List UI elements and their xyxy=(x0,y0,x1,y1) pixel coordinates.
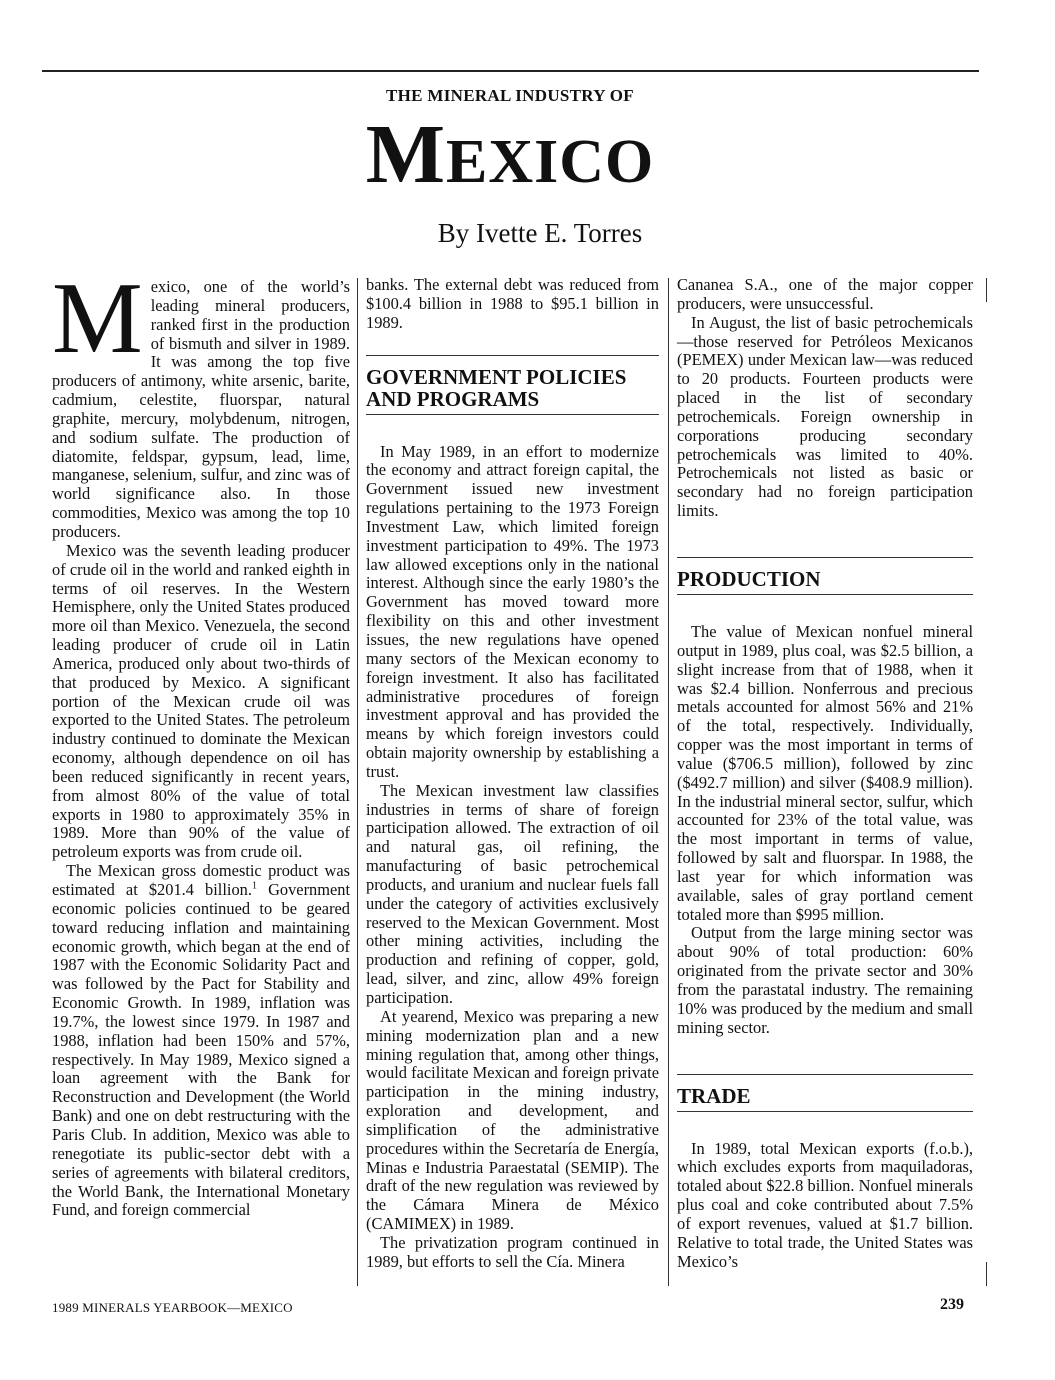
paragraph xyxy=(52,862,350,1220)
paragraph: At yearend, Mexico was preparing a new mining modernization plan and a new mining regulation that, among other things, would facilitate Mexican and foreign private participation in the mining industry, exploration and development, and simplification of the administrative procedures within the Secretaría de Energía, Minas e Industria Paraestatal (SEMIP). The draft of the new regulation was reviewed by the Cámara Minera de México (CAMIMEX) in 1989. xyxy=(366,1006,659,1234)
top-rule xyxy=(42,70,979,72)
paragraph-text: Government economic policies continued to be geared toward reducing inflation and maintaining economic growth, which began at the end of 1987 with the Economic Solidarity Pact and was followed by the Pact for Stability and Economic Growth. In 1989, inflation was 19.7%, the lowest since 1979. In 1987 and 1988, inflation had been 150% and 57%, respectively. In May 1989, Mexico signed a loan agreement with the Bank for Reconstruction and Development (the World Bank) and one on debt restructuring with the Paris Club. In addition, Mexico was able to renegotiate its public-sector debt with a series of agreements with bilateral creditors, the World Bank, the International Monetary Fund, and foreign commercial xyxy=(52,880,350,1220)
page-number: 239 xyxy=(940,1296,964,1313)
footer-running-title: 1989 MINERALS YEARBOOK—MEXICO xyxy=(52,1300,293,1315)
column-edge-rule-bottom xyxy=(986,1262,987,1286)
paragraph: Mexico was the seventh leading producer of crude oil in the world and ranked eighth in terms of oil reserves. In the Western Hemisphere, only the United States produced more oil than Mexico. Venezuela, the second leading producer of crude oil in Latin America, produced only about two-thirds of that produced by Mexico. A significant portion of the Mexican crude oil was exported to the United States. The petroleum industry continued to dominate the Mexican economy, although dependence on oil has been reduced significantly in recent years, from almost 80% of the value of total exports in 1980 to approximately 35% in 1989. More than 90% of the value of petroleum exports was from crude oil. xyxy=(52,540,350,862)
text-column-2 xyxy=(366,276,659,1272)
paragraph-text: The Mexican gross domestic product was estimated at $201.4 billion. xyxy=(52,861,350,899)
paragraph: In August, the list of basic petrochemicals—those reserved for Petróleos Mexicanos (PEMEX) under Mexican law—was reduced to 20 products. Fourteen products were placed in the list of secondary petrochemicals. Foreign ownership in corporations producing secondary petrochemicals was limited to 40%. Petrochemicals not listed as basic or secondary had no foreign participation limits. xyxy=(677,312,973,521)
paragraph: In 1989, total Mexican exports (f.o.b.), which excludes exports from maquiladoras, totaled about $22.8 billion. Nonfuel minerals plus coal and coke contributed about 7.5% of export revenues, valued at $1.7 billion. Relative to total trade, the United States was Mexico’s xyxy=(677,1138,973,1271)
title-kicker: THE MINERAL INDUSTRY OF xyxy=(386,86,634,105)
drop-cap: M xyxy=(52,262,143,375)
paragraph: Output from the large mining sector was about 90% of total production: 60% originated from the private sector and 30% from the parastatal industry. The remaining 10% was produced by the medium and small mining sector. xyxy=(677,923,973,1037)
section-heading-government: GOVERNMENT POLICIES AND PROGRAMS xyxy=(366,355,659,415)
title-initial: M xyxy=(365,108,447,201)
paragraph: banks. The external debt was reduced from $100.4 billion in 1988 to $95.1 billion in 1989. xyxy=(366,275,659,332)
section-heading-trade: TRADE xyxy=(677,1074,973,1112)
paragraph xyxy=(52,262,350,542)
paragraph: In May 1989, in an effort to modernize the economy and attract foreign capital, the Government issued new investment regulations pertaining to the 1973 Foreign Investment Law, which limited foreign investment participation to 49%. The 1973 law allowed exceptions only in the national interest. Although since the early 1980’s the Government has moved toward more flexibility on this and other investment issues, the new regulations have opened many sectors of the Mexican economy to foreign investment. It also has facilitated administrative procedures of foreign investment approval and has provided the means by which foreign investors could obtain majority ownership by establishing a trust. xyxy=(366,441,659,781)
text-column-3 xyxy=(677,276,973,1271)
paragraph: Cananea S.A., one of the major copper producers, were unsuccessful. xyxy=(677,275,973,313)
paragraph: The privatization program continued in 1989, but efforts to sell the Cía. Minera xyxy=(366,1232,659,1271)
text-column-1 xyxy=(52,262,350,1220)
column-divider-2 xyxy=(668,278,669,1286)
page-title xyxy=(300,110,720,207)
author-byline: By Ivette E. Torres xyxy=(437,218,643,248)
section-heading-production: PRODUCTION xyxy=(677,557,973,595)
footnote-marker: 1 xyxy=(251,880,257,892)
paragraph: The value of Mexican nonfuel mineral output in 1989, plus coal, was $2.5 billion, a slight increase from that of 1988, when it was $2.4 billion. Nonferrous and precious metals accounted for almost 56% and 21% of the total, respectively. Individually, copper was the most important in terms of value ($706.5 million), followed by zinc ($492.7 million) and silver ($408.9 million). In the industrial mineral sector, sulfur, which accounted for 23% of the total value, was the most important in terms of value, followed by salt and fluorspar. In 1988, the last year for which information was available, sales of gray portland cement totaled more than $995 million. xyxy=(677,621,973,924)
column-divider-1 xyxy=(357,278,358,1286)
column-edge-rule-top xyxy=(986,278,987,302)
paragraph: The Mexican investment law classifies industries in terms of share of foreign participation allowed. The extraction of oil and natural gas, oil refining, the manufacturing of basic petrochemical products, and uranium and nuclear fuels fall under the category of activities exclusively reserved to the Mexican Government. Most other mining activities, including the production and refining of copper, gold, lead, silver, and zinc, allow 49% foreign participation. xyxy=(366,780,659,1007)
paragraph-text: exico, one of the world’s leading mineral producers, ranked first in the production of bismuth and silver in 1989. It was among the top five producers of antimony, white arsenic, barite, cadmium, celestite, fluorspar, natural graphite, mercury, molybdenum, nitrogen, and sodium sulfate. The production of diatomite, feldspar, gypsum, lead, lime, manganese, selenium, sulfur, and zinc was of world significance also. In those commodities, Mexico was among the top 10 producers. xyxy=(52,277,350,541)
title-rest: EXICO xyxy=(446,128,655,196)
